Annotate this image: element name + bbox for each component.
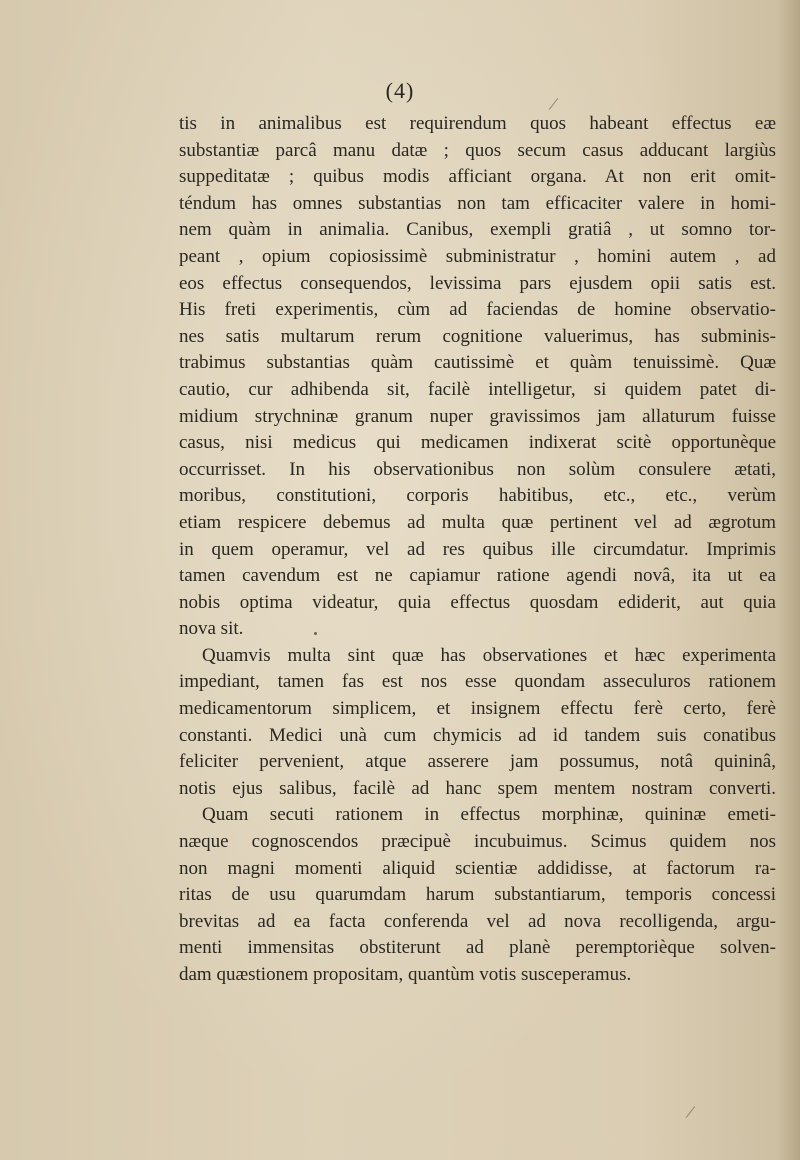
paragraph-start-line: Quam secuti rationem in effectus morphinæ, quininæ emeti-	[202, 804, 776, 826]
text-line: brevitas ad ea facta conferenda vel ad nova recolligenda, argu-	[179, 910, 776, 932]
text-line: eos effectus consequendos, levissima pars ejusdem opii satis est.	[179, 272, 776, 294]
text-line: occurrisset. In his observationibus non solùm consulere ætati,	[179, 458, 776, 480]
text-line: cautio, cur adhibenda sit, facilè intelligetur, si quidem patet di-	[179, 378, 776, 400]
text-line: etiam respicere debemus ad multa quæ pertinent vel ad ægrotum	[179, 511, 776, 533]
paragraph-start-line: Quamvis multa sint quæ has observationes et hæc experimenta	[202, 644, 776, 666]
text-line: substantiæ parcâ manu datæ ; quos secum casus adducant largiùs	[179, 139, 776, 161]
text-line: midium strychninæ granum nuper gravissimos jam allaturum fuisse	[179, 405, 776, 427]
paper-speck	[314, 632, 317, 635]
text-line: téndum has omnes substantias non tam efficaciter valere in homi-	[179, 192, 776, 214]
paper-mark	[686, 1106, 695, 1118]
text-line: nes satis multarum rerum cognitione valuerimus, has subminis-	[179, 325, 776, 347]
text-line: tis in animalibus est requirendum quos habeant effectus eæ	[179, 113, 776, 134]
text-line: suppeditatæ ; quibus modis afficiant organa. At non erit omit-	[179, 166, 776, 188]
text-line: notis ejus salibus, facilè ad hanc spem mentem nostram converti.	[179, 777, 776, 799]
text-line: menti immensitas obstiterunt ad planè peremptorièque solven-	[179, 937, 776, 959]
text-line: casus, nisi medicus qui medicamen indixerat scitè opportunèque	[179, 432, 776, 454]
text-line: nova sit.	[179, 618, 244, 640]
text-line: non magni momenti aliquid scientiæ addidisse, at factorum ra-	[179, 857, 776, 879]
text-line: constanti. Medici unà cum chymicis ad id tandem suis conatibus	[179, 724, 776, 746]
text-line: in quem operamur, vel ad res quibus ille circumdatur. Imprimis	[179, 538, 776, 560]
text-line: moribus, constitutioni, corporis habitibus, etc., etc., verùm	[179, 485, 776, 507]
text-line: peant , opium copiosissimè subministratur , homini autem , ad	[179, 245, 776, 267]
text-line: tamen cavendum est ne capiamur ratione agendi novâ, ita ut ea	[179, 565, 776, 587]
text-line: impediant, tamen fas est nos esse quondam asseculuros rationem	[179, 671, 776, 693]
text-line: nobis optima videatur, quia effectus quosdam ediderit, aut quia	[179, 591, 776, 613]
page-number: (4)	[385, 78, 415, 103]
text-line: feliciter pervenient, atque asserere jam possumus, notâ quininâ,	[179, 751, 776, 773]
text-line: ritas de usu quarumdam harum substantiarum, temporis concessi	[179, 884, 776, 906]
body-text	[179, 111, 776, 989]
text-line: næque cognoscendos præcipuè incubuimus. Scimus quidem nos	[179, 831, 776, 853]
text-line: nem quàm in animalia. Canibus, exempli gratiâ , ut somno tor-	[179, 219, 776, 241]
text-line: medicamentorum simplicem, et insignem effectu ferè certo, ferè	[179, 698, 776, 720]
page-edge-shadow	[778, 0, 800, 1160]
text-line: His freti experimentis, cùm ad faciendas de homine observatio-	[179, 299, 776, 321]
text-line: dam quæstionem propositam, quantùm votis susceperamus.	[179, 964, 632, 985]
text-line: trabimus substantias quàm cautissimè et quàm tenuissimè. Quæ	[179, 352, 776, 374]
